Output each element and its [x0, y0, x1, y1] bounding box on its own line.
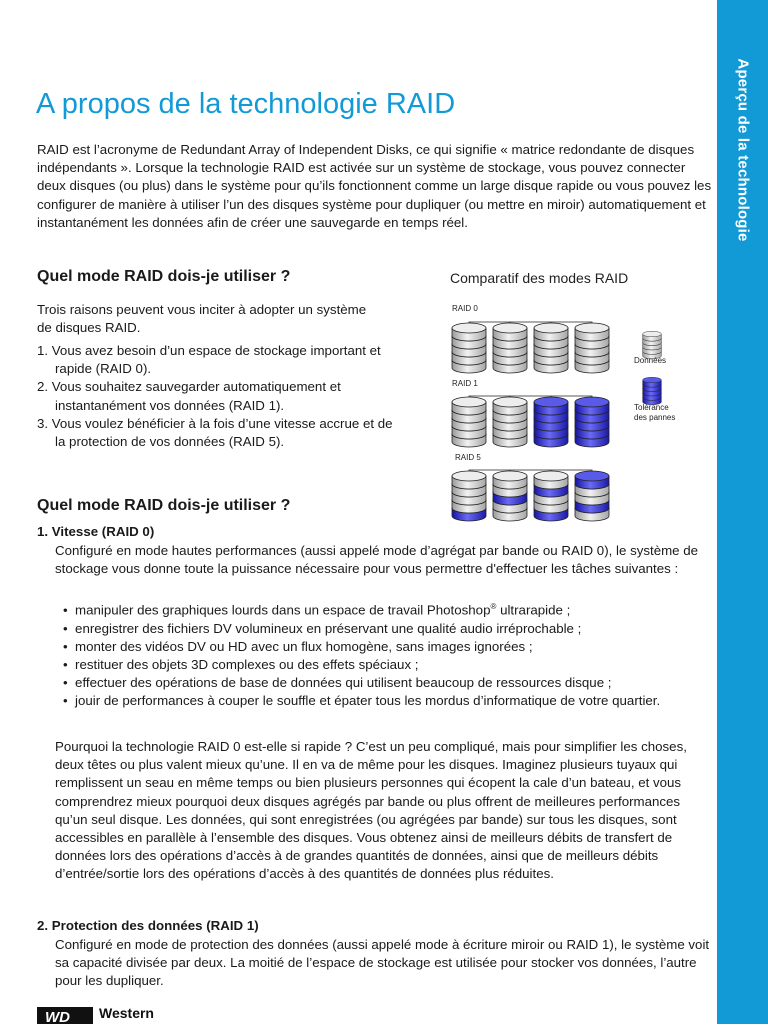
list-item: • monter des vidéos DV ou HD avec un flux homogène, sans images ignorées ; — [63, 638, 533, 654]
bus-connector — [469, 470, 592, 476]
disk-stack — [452, 471, 486, 521]
list-item: 1. Vous avez besoin d’un espace de stockage important et rapide (RAID 0). — [37, 343, 381, 377]
western-digital-logo — [37, 1004, 197, 1029]
legend-fault-icon — [643, 377, 662, 405]
disk-stack — [534, 471, 568, 521]
legend-data-icon — [643, 331, 662, 359]
legend-data-label: Données — [634, 356, 667, 365]
list-item: • enregistrer des fichiers DV volumineux en préservant une qualité audio irréprochable ; — [63, 620, 582, 636]
protection-text: Configuré en mode de protection des données (aussi appelé mode à écriture miroir ou RAID 1), le système voit sa capacité divisée par deux. La moitié de l’espace de stockage est utilisée pour stocker vos données, l’autre pour les dupliquer. — [55, 937, 710, 989]
bus-connector — [469, 322, 592, 328]
list-item: • jouir de performances à couper le souffle et épater tous les mordus d’informatique de votre quartier. — [63, 693, 661, 709]
speed-bullets — [63, 598, 703, 711]
disk-stack — [534, 323, 568, 373]
diagram-title: Comparatif des modes RAID — [450, 270, 629, 286]
sidebar-label: Aperçu de la technologie — [734, 58, 752, 242]
list-item: 3. Vous voulez bénéficier à la fois d’une vitesse accrue et de la protection de vos données (RAID 5). — [37, 415, 393, 450]
disk-stack — [493, 397, 527, 447]
section-heading-2: Quel mode RAID dois-je utiliser ? — [37, 497, 291, 514]
list-item: • restituer des objets 3D complexes ou des effets spéciaux ; — [63, 657, 419, 673]
page-title: A propos de la technologie RAID — [36, 88, 456, 120]
reasons-list — [37, 342, 397, 451]
protection-heading: 2. Protection des données (RAID 1) — [37, 918, 259, 933]
logo-text: Western — [99, 1005, 154, 1021]
logo-mark: WD — [45, 1009, 70, 1024]
raid-diagram — [440, 296, 700, 526]
disk-stack — [575, 471, 609, 521]
disk-stack — [452, 323, 486, 373]
raid0-label: RAID 0 — [452, 304, 478, 313]
speed-lead: Configuré en mode hautes performances (aussi appelé mode d’agrégat par bande ou RAID 0), le système de stockage vous donne toute la puissance nécessaire pour vous permettre d'effectuer les tâches suivantes : — [55, 543, 699, 577]
disk-stack — [452, 397, 486, 447]
disk-stack — [575, 323, 609, 373]
bus-connector — [469, 396, 592, 402]
speed-explanation: Pourquoi la technologie RAID 0 est-elle si rapide ? C’est un peu compliqué, mais pour simplifier les choses, deux têtes ou plus valent mieux qu’une. Il en va de même pour les disques. Imaginez plusieurs tuyaux qui remplissent un seau en même temps ou bien plusieurs personnes qui écopent la cale d’un bateau, et vous comprendrez mieux pourquoi deux disques agrégés par bande ou plus offrent de meilleures performances qu’un seul disque. Les données, qui sont enregistrées (ou agrégées par bande) sur tous les disques, sont accessibles en parallèle à l’ensemble des disques. Vous obtenez ainsi de meilleurs débits de transfert de données lors des opérations d’accès à de grandes quantités de données, ainsi que de meilleurs débits d’entrée/sortie lors des opérations d’accès à des quantités de données plus réduites. — [55, 739, 687, 882]
disk-stack — [493, 323, 527, 373]
disk-stack — [534, 397, 568, 447]
intro-paragraph: RAID est l’acronyme de Redundant Array of Independent Disks, ce qui signifie « matrice redondante de disques indépendants ». Lorsque la technologie RAID est activée sur un système de stockage, vous pouvez connecter deux disques (ou plus) dans le système pour qu’ils fonctionnent comme un large disque rapide ou vous pouvez les configurer de manière à utiliser l’un des disques système pour dupliquer (ou mettre en miroir) automatiquement et instantanément les données afin de créer une sauvegarde en temps réel. — [37, 142, 712, 230]
section-lead: Trois raisons peuvent vous inciter à adopter un système de disques RAID. — [37, 302, 367, 336]
raid1-label: RAID 1 — [452, 379, 478, 388]
list-item: • effectuer des opérations de base de données qui utilisent beaucoup de ressources disque ; — [63, 675, 612, 691]
speed-heading: 1. Vitesse (RAID 0) — [37, 524, 155, 539]
legend-fault-label: Tolérance des pannes — [634, 403, 676, 422]
section-heading-1: Quel mode RAID dois-je utiliser ? — [37, 268, 291, 285]
raid5-label: RAID 5 — [455, 453, 481, 462]
disk-stack — [575, 397, 609, 447]
disk-stack — [493, 471, 527, 521]
list-item: • manipuler des graphiques lourds dans un espace de travail Photoshop® ultrarapide ; — [63, 602, 571, 618]
list-item: 2. Vous souhaitez sauvegarder automatiquement et instantanément vos données (RAID 1). — [37, 379, 341, 413]
